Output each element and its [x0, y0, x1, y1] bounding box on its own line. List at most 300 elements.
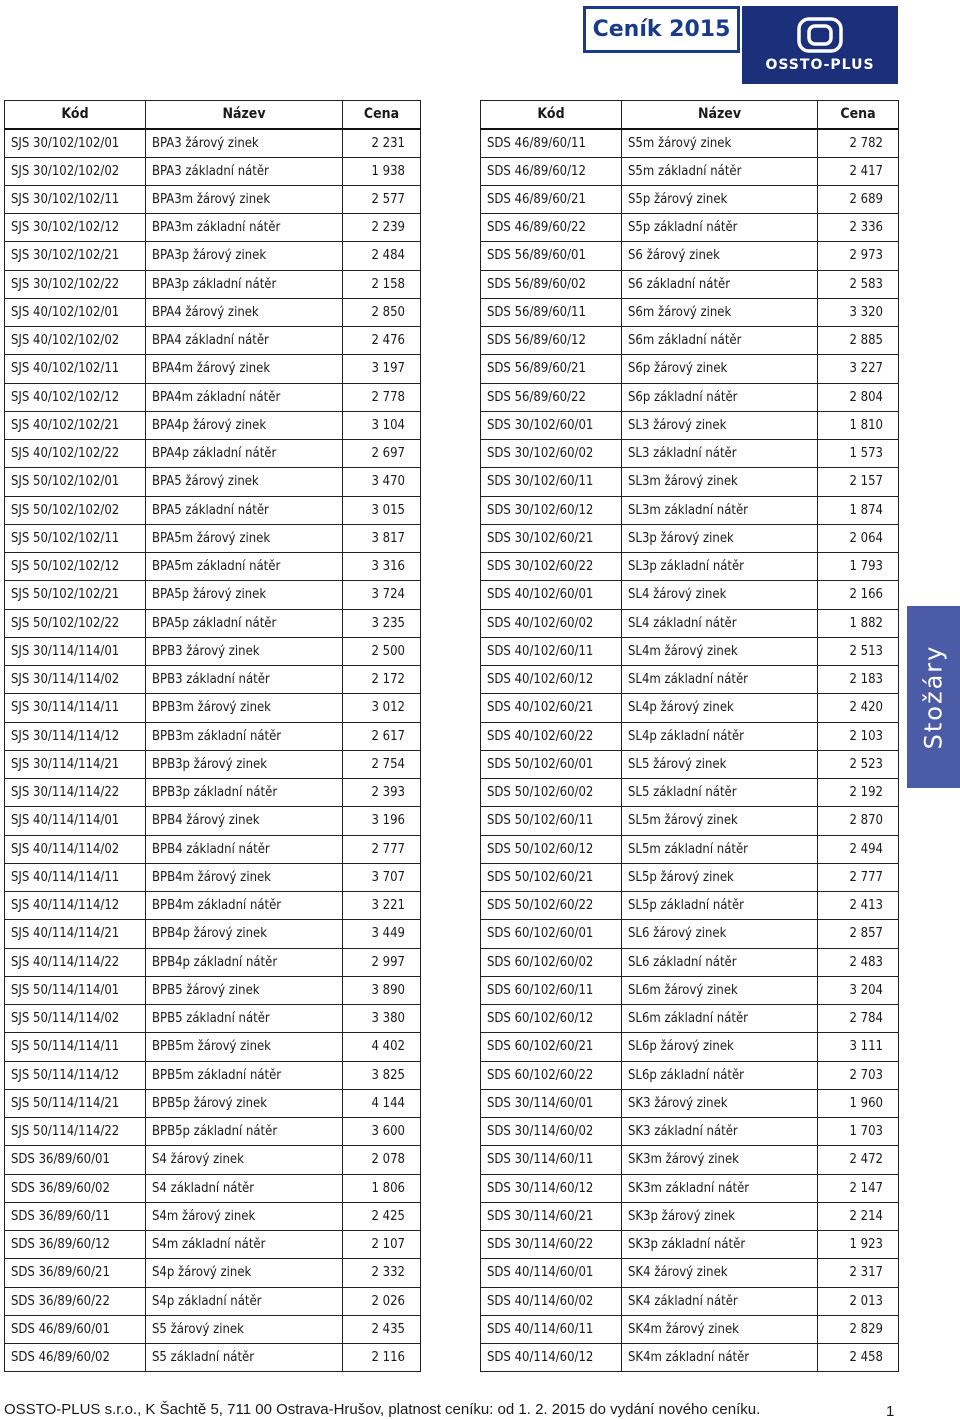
table-row: [481, 666, 899, 694]
cell-code: SJS 50/102/102/11: [5, 524, 146, 552]
cell-code: SDS 30/102/60/11: [481, 468, 622, 496]
table-row: [5, 242, 421, 270]
cell-name: S5 žárový zinek: [146, 1315, 343, 1343]
cell-name: BPA3p žárový zinek: [146, 242, 343, 270]
cell-name: BPB5p základní nátěr: [146, 1118, 343, 1146]
table-row: [5, 609, 421, 637]
cell-code: SDS 30/114/60/01: [481, 1089, 622, 1117]
cell-price: 2 317: [818, 1259, 899, 1287]
cell-name: S5p základní nátěr: [622, 214, 818, 242]
cell-code: SJS 50/114/114/01: [5, 976, 146, 1004]
cell-price: 4 402: [343, 1033, 421, 1061]
cell-code: SDS 46/89/60/21: [481, 185, 622, 213]
cell-name: BPA5p žárový zinek: [146, 581, 343, 609]
cell-name: S4p žárový zinek: [146, 1259, 343, 1287]
cell-code: SJS 40/114/114/11: [5, 863, 146, 891]
cell-price: 2 078: [343, 1146, 421, 1174]
cell-name: BPB5m žárový zinek: [146, 1033, 343, 1061]
cell-name: SL5p základní nátěr: [622, 892, 818, 920]
cell-name: SL5m základní nátěr: [622, 835, 818, 863]
cell-name: BPA3m základní nátěr: [146, 214, 343, 242]
cell-name: BPA4 žárový zinek: [146, 298, 343, 326]
table-row: [481, 553, 899, 581]
table-row: [481, 214, 899, 242]
cell-code: SJS 40/102/102/21: [5, 411, 146, 439]
cell-price: 2 523: [818, 750, 899, 778]
table-row: [5, 666, 421, 694]
cell-name: S5 základní nátěr: [146, 1344, 343, 1372]
cell-price: 2 420: [818, 694, 899, 722]
table-row: [5, 779, 421, 807]
cell-name: BPA5p základní nátěr: [146, 609, 343, 637]
cell-name: BPB4 žárový zinek: [146, 807, 343, 835]
cell-code: SDS 46/89/60/01: [5, 1315, 146, 1343]
cell-price: 2 784: [818, 1005, 899, 1033]
cell-name: SL3p základní nátěr: [622, 553, 818, 581]
cell-code: SDS 30/114/60/11: [481, 1146, 622, 1174]
cell-code: SDS 30/114/60/02: [481, 1118, 622, 1146]
cell-price: 2 393: [343, 779, 421, 807]
cell-name: BPB3p základní nátěr: [146, 779, 343, 807]
cell-name: BPB4m základní nátěr: [146, 892, 343, 920]
table-row: [481, 496, 899, 524]
cell-price: 2 494: [818, 835, 899, 863]
cell-name: S5m žárový zinek: [622, 129, 818, 157]
cell-code: SDS 56/89/60/01: [481, 242, 622, 270]
cell-name: S4m žárový zinek: [146, 1202, 343, 1230]
cell-code: SDS 36/89/60/02: [5, 1174, 146, 1202]
cell-code: SJS 30/102/102/02: [5, 157, 146, 185]
table-row: [481, 327, 899, 355]
table-row: [5, 948, 421, 976]
cell-name: BPA4m základní nátěr: [146, 383, 343, 411]
table-row: [481, 468, 899, 496]
cell-name: SL5 základní nátěr: [622, 779, 818, 807]
cell-price: 2 583: [818, 270, 899, 298]
cell-code: SDS 36/89/60/22: [5, 1287, 146, 1315]
cell-code: SDS 50/102/60/11: [481, 807, 622, 835]
cell-price: 2 472: [818, 1146, 899, 1174]
cell-code: SDS 30/102/60/21: [481, 524, 622, 552]
table-row: [481, 976, 899, 1004]
table-row: [481, 440, 899, 468]
cell-name: SK3m žárový zinek: [622, 1146, 818, 1174]
table-row: [5, 1344, 421, 1372]
table-row: [481, 1033, 899, 1061]
cell-price: 2 483: [818, 948, 899, 976]
cell-code: SDS 40/102/60/01: [481, 581, 622, 609]
cell-code: SJS 30/114/114/02: [5, 666, 146, 694]
cell-price: 2 778: [343, 383, 421, 411]
cell-price: 2 513: [818, 637, 899, 665]
cell-price: 3 235: [343, 609, 421, 637]
table-row: [5, 581, 421, 609]
cell-price: 2 829: [818, 1315, 899, 1343]
cell-price: 2 013: [818, 1287, 899, 1315]
cell-code: SDS 40/114/60/02: [481, 1287, 622, 1315]
cell-name: BPB5p žárový zinek: [146, 1089, 343, 1117]
cell-code: SJS 40/102/102/22: [5, 440, 146, 468]
column-header-code: Kód: [481, 101, 622, 129]
cell-code: SJS 40/102/102/02: [5, 327, 146, 355]
cell-code: SDS 50/102/60/12: [481, 835, 622, 863]
table-row: [5, 1287, 421, 1315]
table-row: [5, 383, 421, 411]
table-row: [481, 863, 899, 891]
cell-price: 1 960: [818, 1089, 899, 1117]
footer-text: OSSTO-PLUS s.r.o., K Šachtě 5, 711 00 Ostrava-Hrušov, platnost ceníku: od 1. 2. 2015 do vydání nového ceníku.: [4, 1401, 761, 1418]
table-row: [481, 411, 899, 439]
cell-code: SJS 30/114/114/12: [5, 722, 146, 750]
table-row: [5, 327, 421, 355]
cell-name: BPA3p základní nátěr: [146, 270, 343, 298]
table-row: [5, 1005, 421, 1033]
cell-name: BPB3m žárový zinek: [146, 694, 343, 722]
cell-price: 2 147: [818, 1174, 899, 1202]
table-row: [481, 779, 899, 807]
cell-price: 2 158: [343, 270, 421, 298]
cell-price: 1 573: [818, 440, 899, 468]
cell-code: SJS 50/102/102/12: [5, 553, 146, 581]
table-row: [481, 1118, 899, 1146]
table-row: [5, 1231, 421, 1259]
cell-name: BPA4 základní nátěr: [146, 327, 343, 355]
cell-code: SDS 46/89/60/02: [5, 1344, 146, 1372]
logo-text: OSSTO-PLUS: [765, 57, 875, 73]
cell-code: SDS 60/102/60/02: [481, 948, 622, 976]
ossto-logo-icon: [797, 17, 843, 53]
table-row: [5, 694, 421, 722]
cell-name: BPA5m základní nátěr: [146, 553, 343, 581]
cell-price: 2 777: [343, 835, 421, 863]
cell-price: 3 724: [343, 581, 421, 609]
table-row: [481, 807, 899, 835]
cell-price: 2 192: [818, 779, 899, 807]
cell-name: S6 žárový zinek: [622, 242, 818, 270]
column-header-price: Cena: [818, 101, 899, 129]
cell-price: 2 107: [343, 1231, 421, 1259]
cell-name: BPA3 žárový zinek: [146, 129, 343, 157]
cell-price: 4 144: [343, 1089, 421, 1117]
table-row: [5, 1259, 421, 1287]
cell-price: 2 885: [818, 327, 899, 355]
cell-price: 2 064: [818, 524, 899, 552]
cell-code: SJS 50/102/102/02: [5, 496, 146, 524]
column-header-name: Název: [146, 101, 343, 129]
cell-name: S4m základní nátěr: [146, 1231, 343, 1259]
table-row: [5, 976, 421, 1004]
table-row: [5, 524, 421, 552]
cell-price: 1 703: [818, 1118, 899, 1146]
cell-price: 2 231: [343, 129, 421, 157]
table-row: [5, 722, 421, 750]
table-row: [5, 835, 421, 863]
cell-price: 3 600: [343, 1118, 421, 1146]
cell-name: BPB3p žárový zinek: [146, 750, 343, 778]
cell-code: SDS 40/102/60/12: [481, 666, 622, 694]
category-label: Stožáry: [919, 644, 948, 750]
cell-name: BPA4m žárový zinek: [146, 355, 343, 383]
cell-name: SL4 základní nátěr: [622, 609, 818, 637]
cell-price: 2 997: [343, 948, 421, 976]
table-row: [5, 750, 421, 778]
table-row: [481, 1259, 899, 1287]
cell-name: SL5p žárový zinek: [622, 863, 818, 891]
table-body-right: [481, 129, 899, 1372]
table-row: [5, 1146, 421, 1174]
cell-code: SJS 30/114/114/01: [5, 637, 146, 665]
cell-name: SK3m základní nátěr: [622, 1174, 818, 1202]
cell-code: SDS 30/102/60/12: [481, 496, 622, 524]
cell-name: BPB5 základní nátěr: [146, 1005, 343, 1033]
cell-price: 2 782: [818, 129, 899, 157]
cell-code: SDS 50/102/60/02: [481, 779, 622, 807]
cell-price: 3 825: [343, 1061, 421, 1089]
company-logo: [742, 6, 898, 84]
table-row: [481, 1061, 899, 1089]
cell-price: 3 015: [343, 496, 421, 524]
cell-price: 1 793: [818, 553, 899, 581]
cell-name: SL3 základní nátěr: [622, 440, 818, 468]
cell-price: 2 689: [818, 185, 899, 213]
cell-name: SL6p žárový zinek: [622, 1033, 818, 1061]
table-row: [481, 609, 899, 637]
cell-name: S6p žárový zinek: [622, 355, 818, 383]
cell-code: SJS 50/114/114/22: [5, 1118, 146, 1146]
cell-name: SL4p základní nátěr: [622, 722, 818, 750]
cell-code: SJS 50/114/114/02: [5, 1005, 146, 1033]
table-row: [5, 157, 421, 185]
cell-name: SK3p základní nátěr: [622, 1231, 818, 1259]
table-row: [5, 298, 421, 326]
cell-price: 3 380: [343, 1005, 421, 1033]
table-row: [5, 214, 421, 242]
cell-price: 3 449: [343, 920, 421, 948]
cell-code: SJS 50/102/102/21: [5, 581, 146, 609]
cell-code: SDS 56/89/60/02: [481, 270, 622, 298]
cell-name: SL4m základní nátěr: [622, 666, 818, 694]
table-row: [481, 157, 899, 185]
cell-code: SJS 40/114/114/22: [5, 948, 146, 976]
cell-name: SL4m žárový zinek: [622, 637, 818, 665]
cell-name: SK3 žárový zinek: [622, 1089, 818, 1117]
cell-name: S6m žárový zinek: [622, 298, 818, 326]
cell-price: 3 204: [818, 976, 899, 1004]
cell-price: 1 882: [818, 609, 899, 637]
cell-name: SK4 žárový zinek: [622, 1259, 818, 1287]
cell-price: 2 754: [343, 750, 421, 778]
cell-name: BPA5 základní nátěr: [146, 496, 343, 524]
table-row: [481, 892, 899, 920]
cell-name: SL3 žárový zinek: [622, 411, 818, 439]
cell-name: BPB3 žárový zinek: [146, 637, 343, 665]
cell-price: 2 617: [343, 722, 421, 750]
cell-price: 2 413: [818, 892, 899, 920]
cell-price: 2 458: [818, 1344, 899, 1372]
cell-price: 3 196: [343, 807, 421, 835]
table-header-row: [5, 101, 421, 129]
cell-price: 2 500: [343, 637, 421, 665]
cell-name: SL6m základní nátěr: [622, 1005, 818, 1033]
cell-name: SK3p žárový zinek: [622, 1202, 818, 1230]
cell-code: SDS 50/102/60/01: [481, 750, 622, 778]
cell-name: SK3 základní nátěr: [622, 1118, 818, 1146]
cell-name: BPB3m základní nátěr: [146, 722, 343, 750]
table-row: [5, 468, 421, 496]
cell-name: BPA3 základní nátěr: [146, 157, 343, 185]
table-row: [481, 298, 899, 326]
cell-code: SJS 30/114/114/22: [5, 779, 146, 807]
cell-name: S4 základní nátěr: [146, 1174, 343, 1202]
table-row: [5, 411, 421, 439]
cell-name: BPA5m žárový zinek: [146, 524, 343, 552]
cell-price: 2 703: [818, 1061, 899, 1089]
cell-name: SL5m žárový zinek: [622, 807, 818, 835]
cell-name: BPA4p základní nátěr: [146, 440, 343, 468]
cell-name: S6 základní nátěr: [622, 270, 818, 298]
cell-name: BPA5 žárový zinek: [146, 468, 343, 496]
table-row: [481, 129, 899, 157]
cell-price: 3 890: [343, 976, 421, 1004]
cell-code: SDS 56/89/60/21: [481, 355, 622, 383]
table-row: [481, 1005, 899, 1033]
table-row: [5, 1118, 421, 1146]
table-row: [5, 355, 421, 383]
cell-code: SDS 50/102/60/22: [481, 892, 622, 920]
cell-code: SJS 50/114/114/12: [5, 1061, 146, 1089]
cell-code: SJS 40/114/114/12: [5, 892, 146, 920]
table-body-left: [5, 129, 421, 1372]
table-row: [5, 185, 421, 213]
cell-price: 2 697: [343, 440, 421, 468]
table-row: [481, 637, 899, 665]
cell-code: SJS 30/102/102/11: [5, 185, 146, 213]
cell-name: SK4 základní nátěr: [622, 1287, 818, 1315]
cell-code: SDS 40/114/60/12: [481, 1344, 622, 1372]
cell-price: 2 103: [818, 722, 899, 750]
cell-code: SJS 40/114/114/01: [5, 807, 146, 835]
cell-price: 2 857: [818, 920, 899, 948]
cell-code: SDS 40/114/60/11: [481, 1315, 622, 1343]
cell-price: 2 804: [818, 383, 899, 411]
table-row: [481, 694, 899, 722]
cell-price: 3 104: [343, 411, 421, 439]
table-row: [5, 1315, 421, 1343]
cell-code: SDS 60/102/60/22: [481, 1061, 622, 1089]
cell-price: 1 938: [343, 157, 421, 185]
cell-name: BPB5 žárový zinek: [146, 976, 343, 1004]
cell-price: 1 874: [818, 496, 899, 524]
cell-code: SDS 30/114/60/21: [481, 1202, 622, 1230]
cell-code: SJS 30/114/114/11: [5, 694, 146, 722]
cell-name: SL6p základní nátěr: [622, 1061, 818, 1089]
cell-name: SK4m základní nátěr: [622, 1344, 818, 1372]
cell-price: 2 183: [818, 666, 899, 694]
cell-price: 1 806: [343, 1174, 421, 1202]
cell-price: 2 973: [818, 242, 899, 270]
cell-name: BPB3 základní nátěr: [146, 666, 343, 694]
cell-code: SDS 30/102/60/22: [481, 553, 622, 581]
cell-price: 3 707: [343, 863, 421, 891]
table-row: [481, 270, 899, 298]
table-row: [481, 835, 899, 863]
page-title: Ceník 2015: [583, 6, 740, 53]
price-table-left: [4, 100, 421, 1372]
cell-name: BPA4p žárový zinek: [146, 411, 343, 439]
table-row: [481, 242, 899, 270]
table-row: [481, 1315, 899, 1343]
cell-price: 3 012: [343, 694, 421, 722]
cell-code: SJS 30/102/102/12: [5, 214, 146, 242]
table-row: [5, 1033, 421, 1061]
cell-name: SL3m základní nátěr: [622, 496, 818, 524]
cell-name: SL4 žárový zinek: [622, 581, 818, 609]
cell-price: 2 777: [818, 863, 899, 891]
cell-name: SL6 žárový zinek: [622, 920, 818, 948]
cell-code: SDS 60/102/60/12: [481, 1005, 622, 1033]
table-row: [5, 637, 421, 665]
table-row: [5, 1202, 421, 1230]
cell-price: 2 116: [343, 1344, 421, 1372]
cell-name: SL6m žárový zinek: [622, 976, 818, 1004]
cell-code: SDS 40/102/60/21: [481, 694, 622, 722]
cell-price: 3 197: [343, 355, 421, 383]
cell-name: BPB4p základní nátěr: [146, 948, 343, 976]
column-header-code: Kód: [5, 101, 146, 129]
cell-code: SDS 40/102/60/02: [481, 609, 622, 637]
cell-name: SL4p žárový zinek: [622, 694, 818, 722]
cell-price: 2 157: [818, 468, 899, 496]
cell-code: SJS 30/102/102/21: [5, 242, 146, 270]
cell-code: SJS 40/102/102/01: [5, 298, 146, 326]
cell-code: SJS 40/102/102/11: [5, 355, 146, 383]
table-row: [481, 1146, 899, 1174]
cell-code: SDS 36/89/60/01: [5, 1146, 146, 1174]
cell-price: 2 332: [343, 1259, 421, 1287]
cell-name: SK4m žárový zinek: [622, 1315, 818, 1343]
cell-price: 3 221: [343, 892, 421, 920]
cell-price: 3 320: [818, 298, 899, 326]
cell-price: 2 166: [818, 581, 899, 609]
cell-code: SJS 50/114/114/21: [5, 1089, 146, 1117]
table-row: [481, 1174, 899, 1202]
table-row: [5, 1061, 421, 1089]
cell-name: S6m základní nátěr: [622, 327, 818, 355]
cell-name: SL3p žárový zinek: [622, 524, 818, 552]
table-row: [481, 383, 899, 411]
cell-code: SDS 60/102/60/11: [481, 976, 622, 1004]
cell-price: 2 214: [818, 1202, 899, 1230]
page-number: 1: [886, 1403, 895, 1419]
cell-name: S5m základní nátěr: [622, 157, 818, 185]
cell-price: 3 316: [343, 553, 421, 581]
cell-code: SDS 40/102/60/11: [481, 637, 622, 665]
cell-code: SJS 50/114/114/11: [5, 1033, 146, 1061]
cell-code: SDS 56/89/60/22: [481, 383, 622, 411]
table-row: [481, 185, 899, 213]
table-row: [481, 581, 899, 609]
cell-code: SDS 46/89/60/12: [481, 157, 622, 185]
cell-price: 2 476: [343, 327, 421, 355]
price-table-right: [480, 100, 899, 1372]
cell-code: SJS 50/102/102/22: [5, 609, 146, 637]
cell-name: SL5 žárový zinek: [622, 750, 818, 778]
table-row: [481, 948, 899, 976]
cell-code: SDS 30/102/60/02: [481, 440, 622, 468]
table-row: [5, 892, 421, 920]
column-header-price: Cena: [343, 101, 421, 129]
cell-name: BPB4m žárový zinek: [146, 863, 343, 891]
